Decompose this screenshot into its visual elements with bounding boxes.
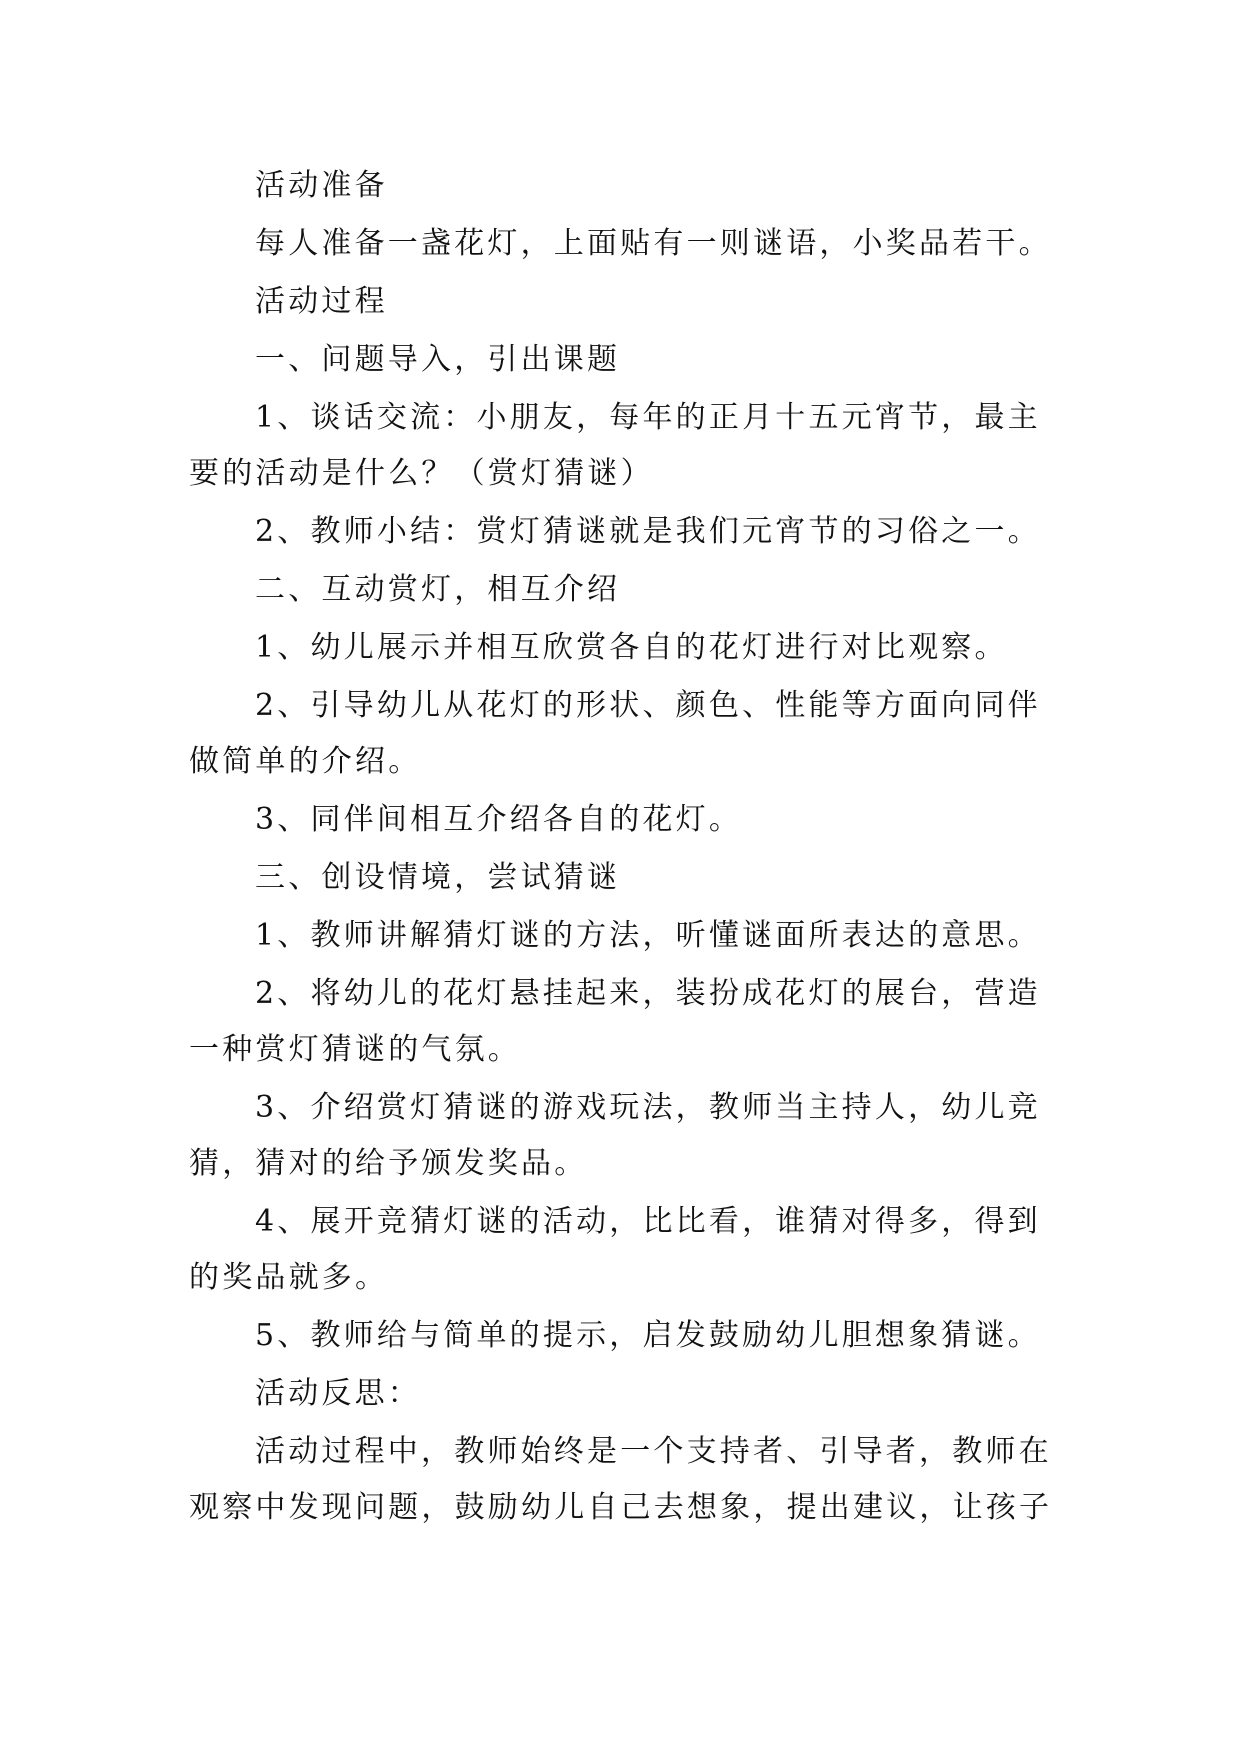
paragraph-line: 1、幼儿展示并相互欣赏各自的花灯进行对比观察。 bbox=[255, 630, 1008, 665]
paragraph-line: 1、谈话交流：小朋友，每年的正月十五元宵节，最主 bbox=[255, 400, 1041, 435]
heading-activity-preparation: 活动准备 bbox=[255, 168, 388, 203]
paragraph-line: 每人准备一盏花灯，上面贴有一则谜语，小奖品若干。 bbox=[255, 226, 1052, 261]
paragraph-line: 1、教师讲解猜灯谜的方法，听懂谜面所表达的意思。 bbox=[255, 918, 1041, 953]
section-heading-2: 二、互动赏灯，相互介绍 bbox=[255, 572, 621, 607]
paragraph-line: 做简单的介绍。 bbox=[189, 744, 422, 779]
paragraph-line: 4、展开竞猜灯谜的活动，比比看，谁猜对得多，得到 bbox=[255, 1204, 1041, 1239]
paragraph-line: 5、教师给与简单的提示，启发鼓励幼儿胆想象猜谜。 bbox=[255, 1318, 1041, 1353]
paragraph-line: 要的活动是什么？（赏灯猜谜） bbox=[189, 456, 654, 491]
section-heading-3: 三、创设情境，尝试猜谜 bbox=[255, 860, 621, 895]
paragraph-line: 3、介绍赏灯猜谜的游戏玩法，教师当主持人，幼儿竞 bbox=[255, 1090, 1041, 1125]
paragraph-line: 2、教师小结：赏灯猜谜就是我们元宵节的习俗之一。 bbox=[255, 514, 1041, 549]
paragraph-line: 一种赏灯猜谜的气氛。 bbox=[189, 1032, 521, 1067]
heading-activity-process: 活动过程 bbox=[255, 284, 388, 319]
paragraph-line: 活动过程中，教师始终是一个支持者、引导者，教师在 bbox=[255, 1434, 1052, 1469]
paragraph-line: 观察中发现问题，鼓励幼儿自己去想象，提出建议，让孩子 bbox=[189, 1490, 1053, 1525]
section-heading-1: 一、问题导入，引出课题 bbox=[255, 342, 621, 377]
heading-activity-reflection: 活动反思： bbox=[255, 1376, 421, 1411]
paragraph-line: 2、将幼儿的花灯悬挂起来，装扮成花灯的展台，营造 bbox=[255, 976, 1041, 1011]
paragraph-line: 3、同伴间相互介绍各自的花灯。 bbox=[255, 802, 743, 837]
paragraph-line: 的奖品就多。 bbox=[189, 1260, 389, 1295]
paragraph-line: 2、引导幼儿从花灯的形状、颜色、性能等方面向同伴 bbox=[255, 688, 1041, 723]
paragraph-line: 猜，猜对的给予颁发奖品。 bbox=[189, 1146, 588, 1181]
